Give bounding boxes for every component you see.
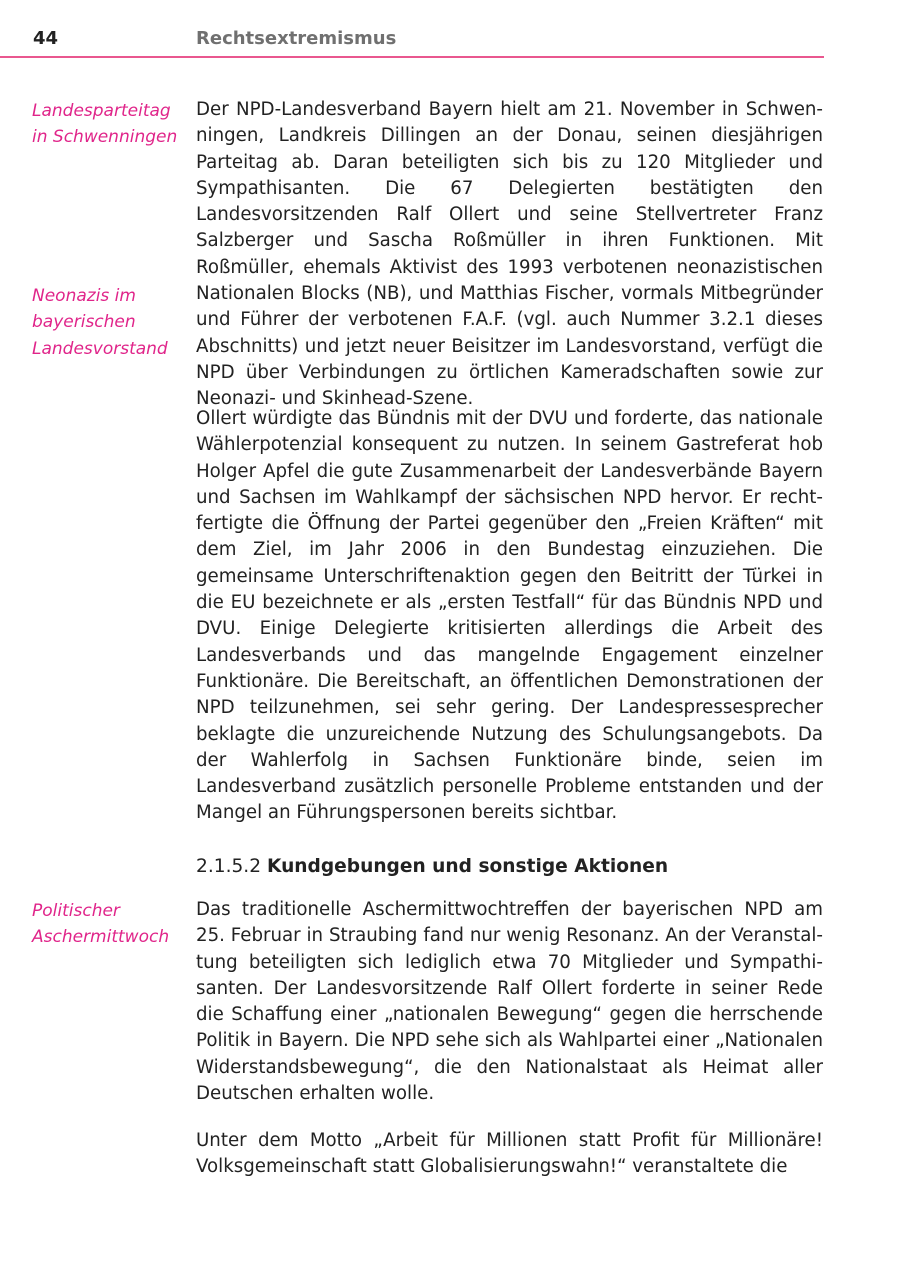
margin-note-neonazis	[32, 283, 182, 362]
margin-note-line: in Schwenningen	[32, 127, 178, 148]
paragraph-buendnis: Ollert würdigte das Bündnis mit der DVU und forderte, das nationale Wählerpotenzial konsequent zu nutzen. In seinem Gastreferat hob Holger Apfel die gute Zusammenarbeit der Landesverbände Bayern und Sachsen im Wahlkampf der sächsischen NPD hervor. Er rechtfertigte die Öffnung der Partei gegenüber den „Freien Kräften“ mit dem Ziel, im Jahr 2006 in den Bundestag einzuziehen. Die gemeinsame Unterschriftenaktion gegen den Beitritt der Türkei in die EU bezeichnete er als „ersten Testfall“ für das Bündnis NPD und DVU. Einige Delegierte kritisierten allerdings die Arbeit des Landesverbands und das mangelnde Engagement einzelner Funktionäre. Die Bereitschaft, an öffentlichen Demonstrationen der NPD teilzunehmen, sei sehr gering. Der Landespressesprecher beklagte die unzureichende Nutzung des Schulungsangebots. Da der Wahlerfolg in Sachsen Funktionäre binde, seien im Landesverband zusätzlich personelle Probleme entstanden und der Mangel an Führungspersonen bereits sichtbar.	[196, 408, 823, 824]
section-number: 2.1.5.2	[196, 856, 262, 877]
page-number: 44	[33, 28, 59, 49]
margin-note-landesparteitag	[32, 98, 182, 151]
margin-note-line: Neonazis im	[32, 286, 136, 306]
header-rule	[0, 56, 824, 58]
margin-note-line: Landesvorstand	[32, 338, 168, 359]
page-header	[0, 0, 900, 60]
margin-note-line: Landesparteitag	[32, 101, 171, 121]
margin-note-aschermittwoch	[32, 898, 182, 951]
paragraph-landesparteitag: Der NPD-Landesverband Bayern hielt am 21. November in Schwenningen, Landkreis Dillingen an der Donau, seinen diesjährigen Parteitag ab. Daran beteiligten sich bis zu 120 Mitglieder und Sympathisanten. Die 67 Delegierten bestätigten den Landesvorsitzenden Ralf Ollert und seine Stellvertreter Franz Salzberger und Sascha Roßmüller in ihren Funktionen. Mit Roßmüller, ehemals Aktivist des 1993 verbotenen neonazistischen Nationalen Blocks (NB), und Matthias Fischer, vormals Mitbegründer und Führer der verbotenen F.A.F. (vgl. auch Nummer 3.2.1 dieses Abschnitts) und jetzt neuer Beisitzer im Landesvorstand, verfügt die NPD über Verbindungen zu örtlichen Kameradschaften sowie zur Neonazi- und Skinhead-Szene.	[196, 99, 823, 410]
running-title: Rechtsextremismus	[196, 28, 397, 49]
margin-note-line: Politischer	[32, 901, 120, 921]
section-title: Kundgebungen und sonstige Aktionen	[266, 856, 669, 877]
margin-note-line: Aschermittwoch	[32, 927, 170, 948]
margin-note-line: bayerischen	[32, 312, 136, 333]
paragraph-aschermittwoch: Das traditionelle Aschermittwochtreffen der bayerischen NPD am 25. Februar in Straubing fand nur wenig Resonanz. An der Veranstaltung beteiligten sich lediglich etwa 70 Mitglieder und Sympathisanten. Der Landesvorsitzende Ralf Ollert forderte in seiner Rede die Schaffung einer „nationalen Bewegung“ gegen die herrschende Politik in Bayern. Die NPD sehe sich als Wahlpartei einer „Nationalen Widerstandsbewegung“, die den Nationalstaat als Heimat aller Deutschen erhalten wolle.	[196, 899, 823, 1105]
paragraph-motto: Unter dem Motto „Arbeit für Millionen statt Profit für Millionäre! Volksgemeinschaft statt Globalisierungswahn!“ veranstaltete die	[196, 1130, 823, 1178]
section-heading	[196, 856, 668, 877]
